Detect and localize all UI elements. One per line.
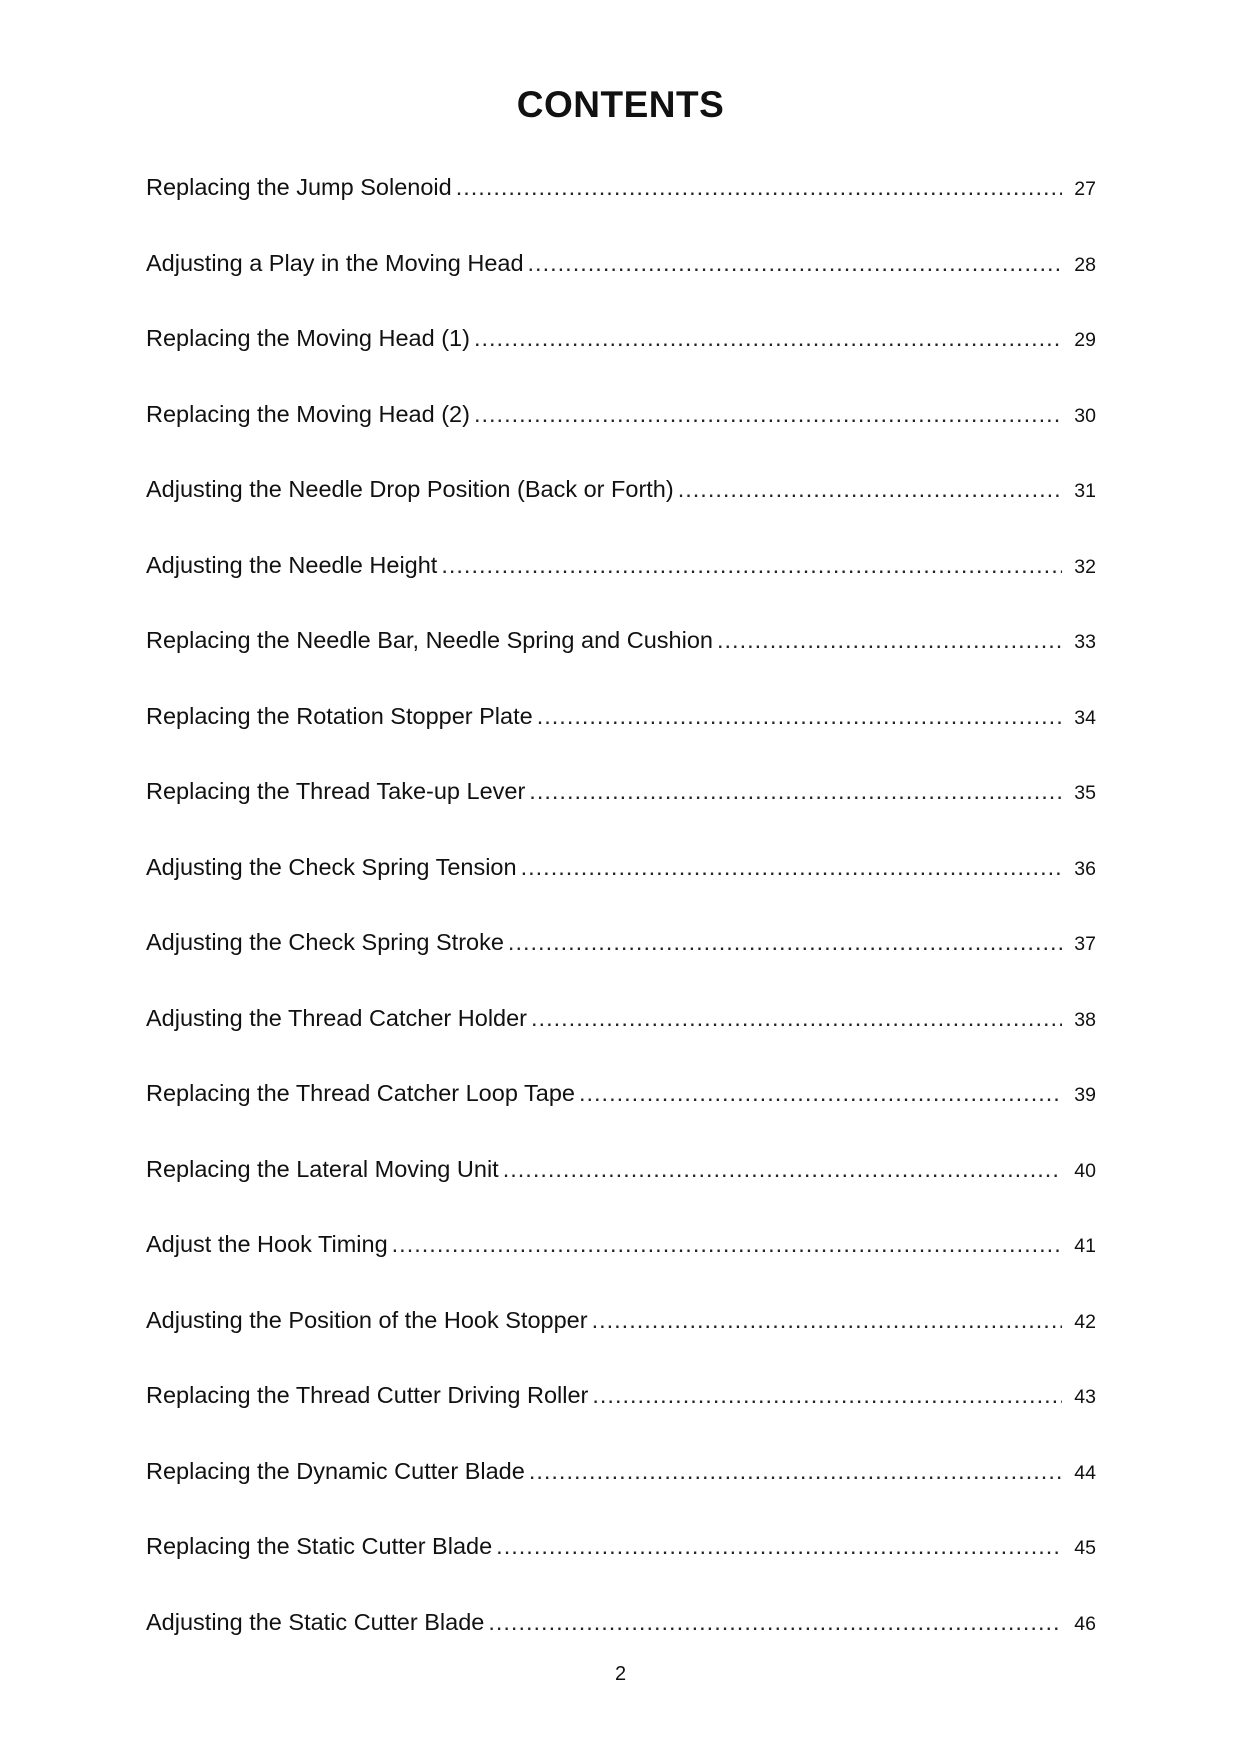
- toc-entry[interactable]: [146, 1307, 1096, 1383]
- toc-entry[interactable]: [146, 703, 1096, 779]
- toc-entry[interactable]: [146, 552, 1096, 628]
- toc-entry-page: 27: [1074, 178, 1096, 200]
- toc-entry-title: Replacing the Moving Head (2): [146, 400, 470, 427]
- toc-entry-page: 38: [1074, 1008, 1096, 1031]
- table-of-contents: [146, 174, 1096, 1684]
- toc-entry-title: Replacing the Dynamic Cutter Blade: [146, 1457, 525, 1484]
- toc-entry-title: Replacing the Jump Solenoid: [146, 174, 452, 200]
- toc-entry[interactable]: [146, 1156, 1096, 1232]
- toc-entry-title: Adjusting the Thread Catcher Holder: [146, 1004, 528, 1031]
- dot-leader: [441, 552, 1062, 579]
- dot-leader: [678, 476, 1062, 503]
- toc-entry-title: Adjusting the Check Spring Tension: [146, 853, 517, 880]
- dot-leader: [521, 854, 1062, 881]
- page-title: CONTENTS: [516, 84, 725, 125]
- toc-entry[interactable]: [146, 1458, 1096, 1534]
- toc-entry-page: 40: [1074, 1159, 1096, 1182]
- dot-leader: [537, 703, 1062, 730]
- toc-entry-title: Adjusting a Play in the Moving Head: [146, 249, 524, 276]
- toc-entry[interactable]: [146, 929, 1096, 1005]
- dot-leader: [474, 401, 1062, 428]
- toc-entry[interactable]: [146, 401, 1096, 477]
- toc-entry-title: Replacing the Static Cutter Blade: [146, 1533, 493, 1559]
- toc-entry-page: 37: [1074, 933, 1096, 955]
- dot-leader: [496, 1533, 1062, 1560]
- toc-entry[interactable]: [146, 250, 1096, 326]
- toc-entry-page: 46: [1074, 1612, 1096, 1635]
- dot-leader: [503, 1156, 1062, 1183]
- toc-entry-title: Adjusting the Needle Height: [146, 551, 438, 578]
- toc-entry-title: Adjusting the Needle Drop Position (Back or Forth): [146, 476, 674, 502]
- toc-entry-page: 41: [1074, 1235, 1096, 1257]
- dot-leader: [592, 1307, 1062, 1334]
- toc-entry-page: 42: [1074, 1310, 1096, 1333]
- toc-entry[interactable]: [146, 627, 1096, 703]
- toc-entry-title: Replacing the Moving Head (1): [146, 325, 470, 351]
- dot-leader: [474, 325, 1062, 352]
- dot-leader: [529, 1458, 1062, 1485]
- toc-entry[interactable]: [146, 476, 1096, 552]
- toc-entry-title: Replacing the Needle Bar, Needle Spring and Cushion: [146, 627, 713, 653]
- toc-entry-page: 39: [1074, 1084, 1096, 1106]
- toc-entry[interactable]: [146, 1533, 1096, 1609]
- toc-entry-page: 35: [1074, 782, 1096, 804]
- toc-entry-title: Replacing the Lateral Moving Unit: [146, 1155, 499, 1182]
- dot-leader: [488, 1609, 1062, 1636]
- toc-entry-title: Replacing the Rotation Stopper Plate: [146, 702, 533, 729]
- dot-leader: [508, 929, 1062, 956]
- toc-entry[interactable]: [146, 1382, 1096, 1458]
- dot-leader: [717, 627, 1062, 654]
- dot-leader: [579, 1080, 1062, 1107]
- toc-entry-title: Adjusting the Position of the Hook Stopper: [146, 1306, 588, 1333]
- toc-entry[interactable]: [146, 174, 1096, 250]
- dot-leader: [456, 174, 1062, 201]
- page-number: 2: [614, 1663, 627, 1685]
- dot-leader: [531, 1005, 1062, 1032]
- toc-entry-title: Adjusting the Static Cutter Blade: [146, 1608, 485, 1635]
- dot-leader: [392, 1231, 1062, 1258]
- toc-entry[interactable]: [146, 1005, 1096, 1081]
- toc-entry-page: 43: [1074, 1386, 1096, 1408]
- toc-entry[interactable]: [146, 325, 1096, 401]
- toc-entry[interactable]: [146, 854, 1096, 930]
- toc-entry[interactable]: [146, 778, 1096, 854]
- toc-entry-page: 29: [1074, 329, 1096, 351]
- toc-entry-title: Adjusting the Check Spring Stroke: [146, 929, 504, 955]
- toc-entry-title: Replacing the Thread Cutter Driving Roller: [146, 1382, 589, 1408]
- dot-leader: [529, 778, 1062, 805]
- toc-entry-page: 44: [1074, 1461, 1096, 1484]
- toc-entry-page: 34: [1074, 706, 1096, 729]
- toc-entry-page: 28: [1074, 253, 1096, 276]
- toc-entry-page: 45: [1074, 1537, 1096, 1559]
- toc-entry-page: 30: [1074, 404, 1096, 427]
- toc-entry[interactable]: [146, 1080, 1096, 1156]
- toc-entry-page: 36: [1074, 857, 1096, 880]
- toc-entry-page: 32: [1074, 555, 1096, 578]
- dot-leader: [528, 250, 1062, 277]
- toc-entry-page: 31: [1074, 480, 1096, 502]
- dot-leader: [592, 1382, 1062, 1409]
- toc-entry-title: Adjust the Hook Timing: [146, 1231, 388, 1257]
- toc-entry-title: Replacing the Thread Take-up Lever: [146, 778, 526, 804]
- toc-entry-title: Replacing the Thread Catcher Loop Tape: [146, 1080, 575, 1106]
- toc-entry[interactable]: [146, 1231, 1096, 1307]
- toc-entry-page: 33: [1074, 631, 1096, 653]
